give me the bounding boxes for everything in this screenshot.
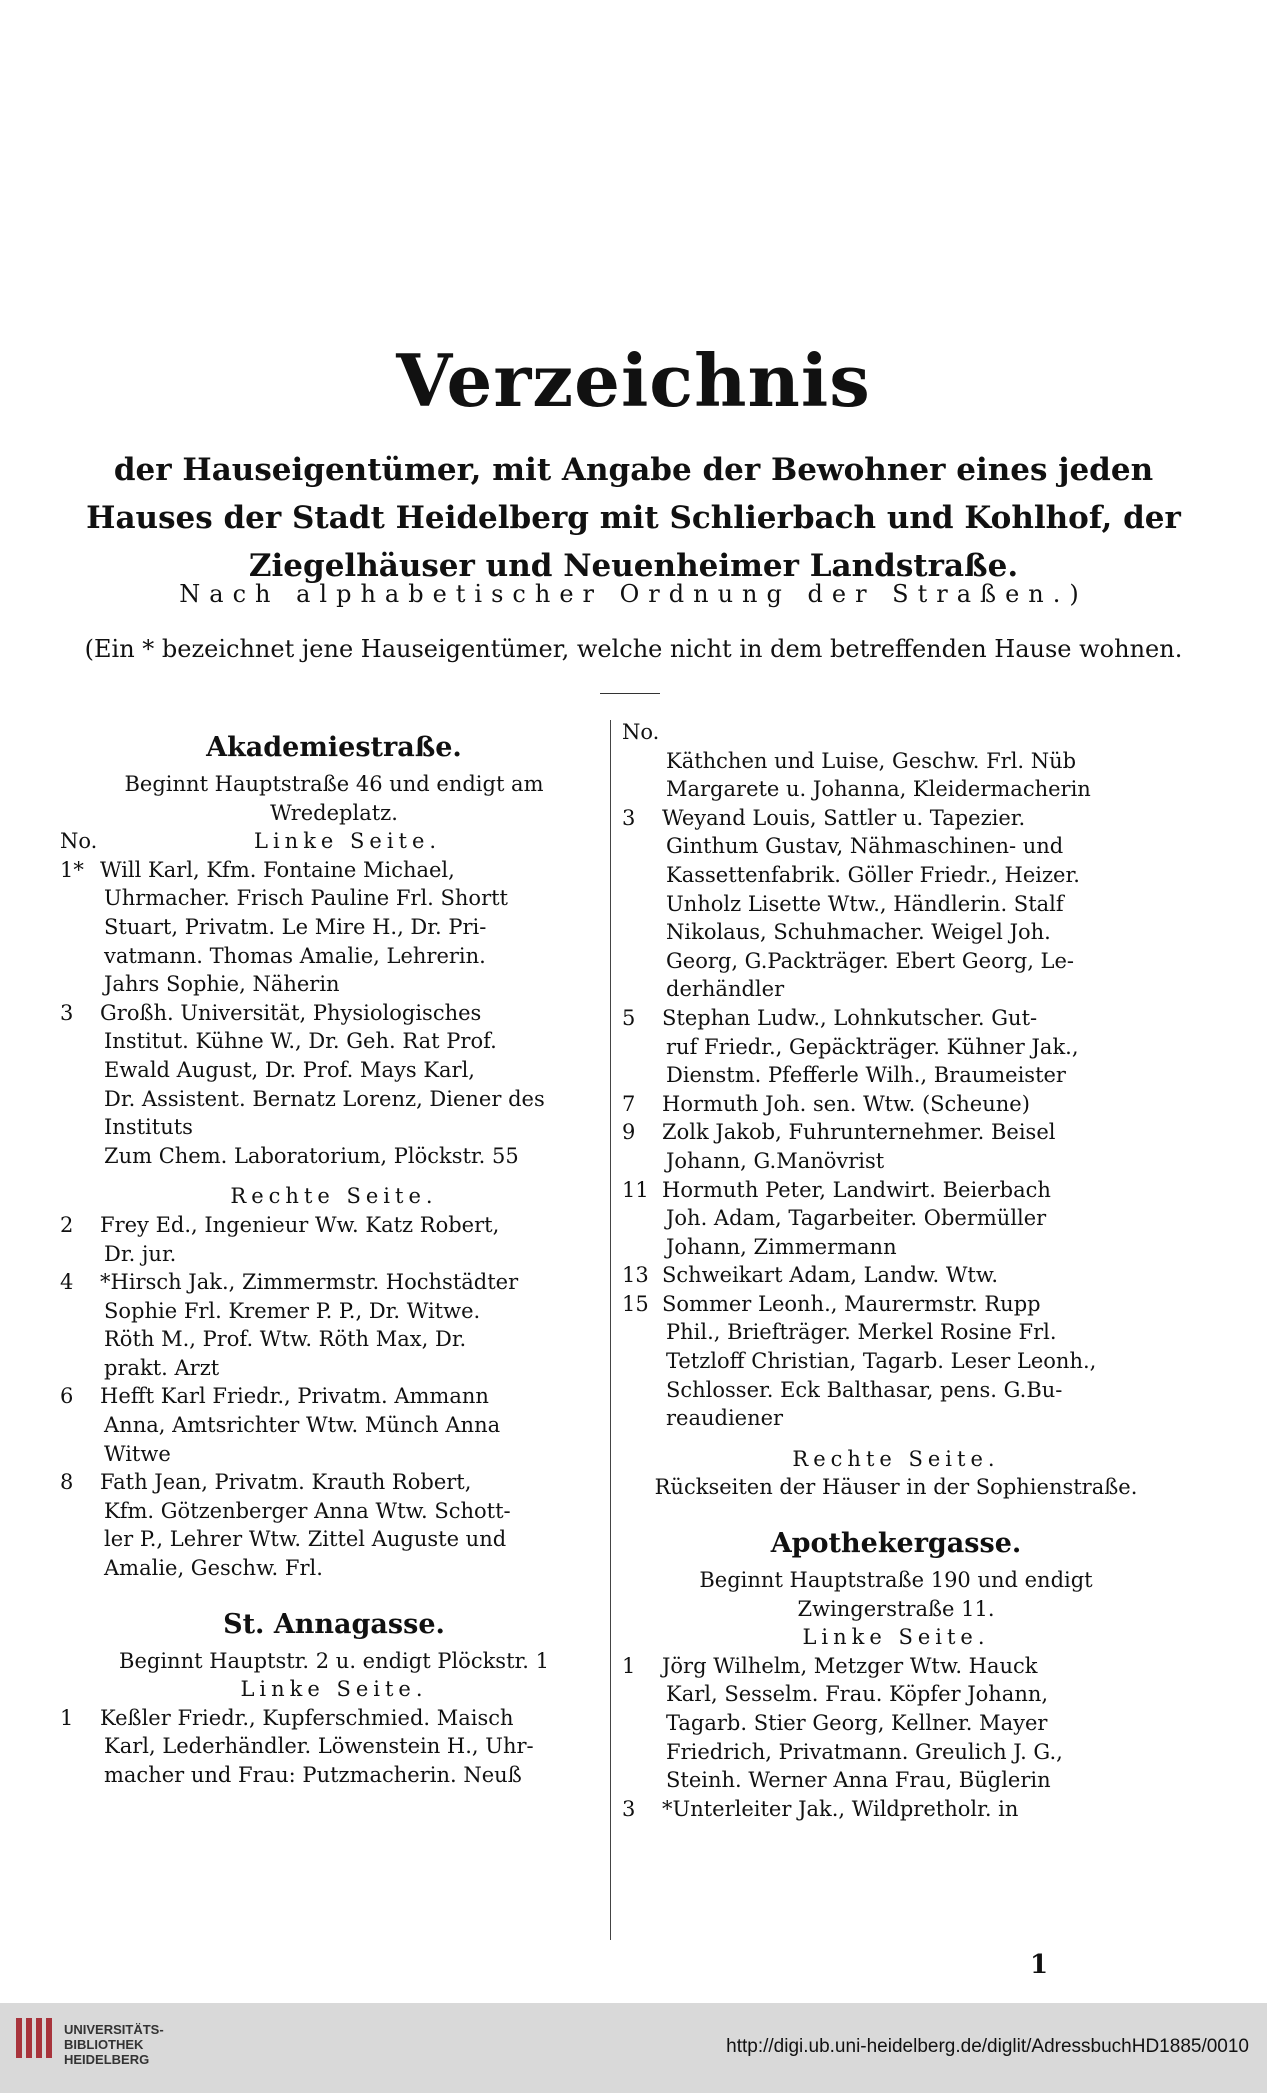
house-number: 5: [622, 1005, 636, 1030]
page-title: Verzeichnis: [396, 338, 871, 423]
house-number: 6: [60, 1384, 74, 1409]
street-begin: Zwingerstraße 11.: [797, 1596, 995, 1621]
street-begin: Beginnt Hauptstraße 190 und endigt: [699, 1568, 1093, 1593]
entry-line: Steinh. Werner Anna Frau, Büglerin: [666, 1768, 1051, 1793]
side-heading: Linke Seite.: [240, 1677, 428, 1702]
entry-line: Unholz Lisette Wtw., Händlerin. Stalf: [666, 891, 1064, 916]
house-number: 13: [622, 1263, 649, 1288]
entry-line: macher und Frau: Putzmacherin. Neuß: [104, 1763, 522, 1787]
entry-text: Sommer Leonh., Maurermstr. Rupp: [662, 1291, 1041, 1316]
library-name-line: BIBLIOTHEK: [64, 2037, 144, 2052]
entry-text: Hefft Karl Friedr., Privatm. Ammann: [100, 1384, 489, 1409]
house-number: 8: [60, 1470, 74, 1495]
entry-line: Schlosser. Eck Balthasar, pens. G.Bu-: [666, 1377, 1063, 1402]
entry-text: Hormuth Joh. sen. Wtw. (Scheune): [662, 1091, 1030, 1116]
entry-line: [60, 1382, 608, 1411]
entry-line: Friedrich, Privatmann. Greulich J. G.,: [666, 1739, 1063, 1764]
source-url-link[interactable]: http://digi.ub.uni-heidelberg.de/diglit/AdressbuchHD1885/0010: [726, 2036, 1249, 2057]
entry-line: Johann, Zimmermann: [666, 1234, 897, 1259]
house-number: 4: [60, 1270, 74, 1295]
entry-text: Schweikart Adam, Landw. Wtw.: [662, 1263, 999, 1288]
entry-line: Zum Chem. Laboratorium, Plöckstr. 55: [104, 1143, 519, 1168]
entry-line: Ewald August, Dr. Prof. Mays Karl,: [104, 1057, 475, 1082]
entry-text: Weyand Louis, Sattler u. Tapezier.: [662, 805, 1026, 830]
side-heading-row: [60, 827, 608, 856]
entry-line: [622, 1290, 1170, 1319]
entry-line: ruf Friedr., Gepäckträger. Kühner Jak.,: [666, 1034, 1079, 1059]
entry-line: Joh. Adam, Tagarbeiter. Obermüller: [666, 1206, 1047, 1231]
entry-line: Johann, G.Manövrist: [666, 1148, 885, 1173]
number-label: No.: [60, 829, 98, 854]
entry-line: Röth M., Prof. Wtw. Röth Max, Dr.: [104, 1327, 467, 1352]
library-name-line: HEIDELBERG: [64, 2052, 150, 2067]
entry-text: Zolk Jakob, Fuhrunternehmer. Beisel: [662, 1120, 1056, 1145]
entry-line: Karl, Sesselm. Frau. Köpfer Johann,: [666, 1682, 1049, 1707]
entry-line: [622, 1652, 1170, 1681]
side-heading: Rechte Seite.: [792, 1446, 1000, 1471]
entry-line: Ginthum Gustav, Nähmaschinen- und: [666, 834, 1064, 859]
entry-line: prakt. Arzt: [104, 1355, 220, 1380]
entry-line: Kassettenfabrik. Göller Friedr., Heizer.: [666, 862, 1080, 887]
entry-line: Stuart, Privatm. Le Mire H., Dr. Pri-: [104, 914, 487, 939]
entry-line: Dienstm. Pfefferle Wilh., Braumeister: [666, 1063, 1066, 1088]
entry-line: [60, 1704, 608, 1733]
column-divider: [610, 720, 611, 1940]
house-number: 3: [60, 1000, 74, 1025]
right-column: [622, 718, 1170, 1823]
entry-line: Anna, Amtsrichter Wtw. Münch Anna: [104, 1413, 501, 1438]
side-note: Rückseiten der Häuser in der Sophienstraße.: [654, 1475, 1138, 1500]
entry-line: Kfm. Götzenberger Anna Wtw. Schott-: [104, 1498, 511, 1523]
entry-text: *Unterleiter Jak., Wildpretholr. in: [662, 1796, 1019, 1821]
entry-line: Jahrs Sophie, Näherin: [104, 972, 340, 997]
library-name: [64, 2022, 164, 2067]
library-logo-icon: [14, 2012, 54, 2064]
page-number: 1: [1030, 1950, 1049, 1980]
entry-line: Amalie, Geschw. Frl.: [104, 1556, 323, 1581]
entry-line: Sophie Frl. Kremer P. P., Dr. Witwe.: [104, 1298, 481, 1323]
entry-line: Dr. jur.: [104, 1241, 177, 1266]
library-name-line: UNIVERSITÄTS-: [64, 2022, 164, 2037]
entry-line: Uhrmacher. Frisch Pauline Frl. Shortt: [104, 886, 508, 911]
entry-line: Georg, G.Packträger. Ebert Georg, Le-: [666, 948, 1075, 973]
entry-text: Hormuth Peter, Landwirt. Beierbach: [662, 1177, 1051, 1202]
entry-line: Instituts: [104, 1115, 193, 1140]
entry-line: Nikolaus, Schuhmacher. Weigel Joh.: [666, 920, 1051, 945]
house-number: 1: [60, 1705, 74, 1730]
subtitle-line-3: Ziegelhäuser und Neuenheimer Landstraße.: [248, 548, 1019, 584]
entry-text: Fath Jean, Privatm. Krauth Robert,: [100, 1470, 472, 1495]
side-heading: Linke Seite.: [802, 1625, 990, 1650]
divider: [600, 693, 660, 694]
entry-line: ler P., Lehrer Wtw. Zittel Auguste und: [104, 1527, 507, 1552]
side-heading: Linke Seite.: [254, 829, 442, 854]
street-heading: Akademiestraße.: [206, 732, 462, 763]
entry-line: Witwe: [104, 1441, 171, 1466]
entry-text: Frey Ed., Ingenieur Ww. Katz Robert,: [100, 1212, 500, 1237]
entry-line: vatmann. Thomas Amalie, Lehrerin.: [104, 943, 486, 968]
entry-text: Stephan Ludw., Lohnkutscher. Gut-: [662, 1005, 1038, 1030]
entry-line: [622, 1118, 1170, 1147]
street-begin: Beginnt Hauptstr. 2 u. endigt Plöckstr. 1: [119, 1648, 549, 1673]
entry-line: Dr. Assistent. Bernatz Lorenz, Diener des: [104, 1086, 545, 1111]
street-begin: Beginnt Hauptstraße 46 und endigt am: [124, 772, 544, 796]
house-number: 7: [622, 1091, 636, 1116]
entry-line: [622, 1176, 1170, 1205]
entry-text: Will Karl, Kfm. Fontaine Michael,: [100, 857, 455, 882]
house-number: 3: [622, 805, 636, 830]
subtitle-line-2: Hauses der Stadt Heidelberg mit Schlierbach und Kohlhof, der: [86, 500, 1181, 536]
entry-line: [622, 1261, 1170, 1290]
entry-line: [60, 999, 608, 1028]
entry-line: [60, 856, 608, 885]
number-label: No.: [622, 720, 660, 744]
entry-line: Käthchen und Luise, Geschw. Frl. Nüb: [666, 748, 1077, 773]
order-note: Nach alphabetischer Ordnung der Straßen.): [179, 580, 1088, 608]
entry-line: derhändler: [666, 977, 785, 1002]
entry-text: *Hirsch Jak., Zimmermstr. Hochstädter: [100, 1270, 519, 1295]
entry-line: [622, 1004, 1170, 1033]
house-number: 15: [622, 1291, 649, 1316]
entry-text: Großh. Universität, Physiologisches: [100, 1000, 482, 1025]
entry-line: [622, 1090, 1170, 1119]
house-number: 9: [622, 1120, 636, 1145]
entry-line: [622, 1795, 1170, 1824]
side-heading: Rechte Seite.: [230, 1184, 438, 1209]
house-number: 11: [622, 1177, 649, 1202]
entry-line: Tetzloff Christian, Tagarb. Leser Leonh.,: [666, 1349, 1097, 1374]
street-heading: St. Annagasse.: [223, 1608, 445, 1640]
entry-line: [60, 1268, 608, 1297]
entry-text: Keßler Friedr., Kupferschmied. Maisch: [100, 1705, 514, 1730]
entry-line: Phil., Briefträger. Merkel Rosine Frl.: [666, 1320, 1057, 1345]
entry-line: [60, 1211, 608, 1240]
entry-line: Margarete u. Johanna, Kleidermacherin: [666, 777, 1091, 802]
house-number: 1*: [60, 857, 84, 882]
house-number: 3: [622, 1796, 636, 1821]
entry-line: Tagarb. Stier Georg, Kellner. Mayer: [666, 1711, 1048, 1735]
house-number: 2: [60, 1212, 74, 1237]
asterisk-note: (Ein * bezeichnet jene Hauseigentümer, welche nicht in dem betreffenden Hause wohnen.: [84, 635, 1183, 663]
entry-line: Karl, Lederhändler. Löwenstein H., Uhr-: [104, 1734, 534, 1759]
entry-line: reaudiener: [666, 1406, 784, 1431]
entry-line: [622, 804, 1170, 833]
entry-line: Institut. Kühne W., Dr. Geh. Rat Prof.: [104, 1029, 497, 1054]
subtitle-line-1: der Hauseigentümer, mit Angabe der Bewohner eines jeden: [113, 452, 1154, 488]
street-heading: Apothekergasse.: [770, 1528, 1022, 1560]
house-number: 1: [622, 1653, 636, 1678]
entry-line: [60, 1468, 608, 1497]
left-column: [60, 718, 608, 1790]
street-begin: Wredeplatz.: [270, 800, 398, 825]
entry-text: Jörg Wilhelm, Metzger Wtw. Hauck: [662, 1653, 1038, 1678]
